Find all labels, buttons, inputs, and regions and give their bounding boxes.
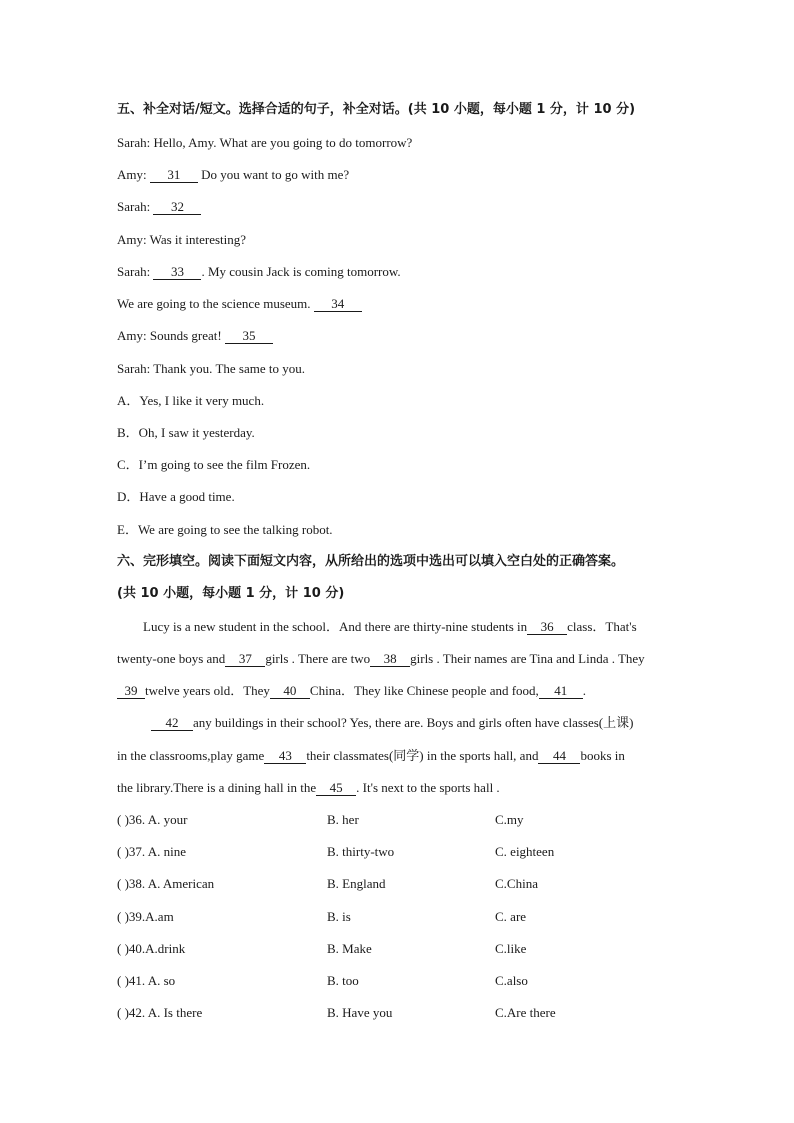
dialog-line [117,167,349,183]
passage-text: class．That's [567,619,637,634]
passage-text: . It's next to the sports hall . [356,780,500,795]
blank-39[interactable]: 39 [117,684,145,699]
question-row [117,941,697,957]
passage-line [117,619,637,635]
question-option-c: C. are [495,909,527,924]
passage-text: in the classrooms,play game [117,748,265,763]
dialog-text: Amy: [117,167,150,182]
question-option-c: C. eighteen [495,844,555,859]
question-row [117,909,697,925]
option-e: E．We are going to see the talking robot. [117,522,333,537]
option-d: D．Have a good time. [117,489,235,504]
section5-heading: 五、补全对话/短文。选择合适的句子，补全对话。(共 10 小题，每小题 1 分，计 10 分) [117,102,636,117]
blank-36[interactable]: 36 [527,620,567,635]
passage-text: twenty-one boys and [117,651,226,666]
dialog-line [117,328,273,344]
passage-text: China．They like Chinese people and food, [309,683,539,698]
option-c: C．I’m going to see the film Frozen. [117,457,311,472]
passage-text: any buildings in their school? Yes, there are. Boys and girls often have classes(上课) [193,715,634,730]
answer-paren[interactable]: ( ) [117,941,129,956]
blank-37[interactable]: 37 [225,652,265,667]
dialog-text: Amy: Sounds great! [117,328,225,343]
question-row [117,876,697,892]
question-option-a: 42. A. Is there [128,1005,203,1020]
dialog-line [117,264,401,280]
passage-line [117,651,645,667]
dialog-text: Sarah: Thank you. The same to you. [117,361,305,376]
passage-text: their classmates(同学) in the sports hall, and [306,748,539,763]
blank-34[interactable]: 34 [314,297,362,312]
question-option-b: B. thirty-two [327,844,395,859]
blank-35[interactable]: 35 [225,329,273,344]
blank-33[interactable]: 33 [153,265,201,280]
passage-text: . [582,683,587,698]
blank-45[interactable]: 45 [316,781,356,796]
blank-43[interactable]: 43 [264,749,306,764]
question-option-b: B. her [327,812,359,827]
dialog-line [117,296,362,312]
question-option-b: B. is [327,909,351,924]
question-row [117,1005,697,1021]
option-a: A．Yes, I like it very much. [117,393,265,408]
blank-31[interactable]: 31 [150,168,198,183]
dialog-line [117,199,201,215]
answer-paren[interactable]: ( ) [117,1005,129,1020]
question-option-a: 37. A. nine [128,844,186,859]
passage-line [117,748,625,764]
dialog-text: Do you want to go with me? [197,167,350,182]
question-row [117,844,697,860]
dialog-text: We are going to the science museum. [117,296,314,311]
blank-41[interactable]: 41 [539,684,583,699]
question-option-c: C.Are there [495,1005,556,1020]
question-row [117,973,697,989]
question-option-b: B. England [327,876,386,891]
dialog-line [117,361,305,377]
passage-line [117,780,500,796]
section6-heading-line1: 六、完形填空。阅读下面短文内容，从所给出的选项中选出可以填入空白处的正确答案。 [117,554,625,569]
question-option-c: C.also [495,973,528,988]
question-option-a: 39.A.am [128,909,174,924]
passage-text: twelve years old．They [145,683,270,698]
answer-paren[interactable]: ( ) [117,844,129,859]
question-option-a: 40.A.drink [128,941,186,956]
blank-44[interactable]: 44 [538,749,580,764]
dialog-text: . My cousin Jack is coming tomorrow. [201,264,401,279]
passage-text: books in [580,748,625,763]
dialog-text: Sarah: [117,199,154,214]
passage-line [117,715,633,731]
question-option-c: C.my [495,812,524,827]
question-option-b: B. Make [327,941,372,956]
dialog-line [117,232,246,248]
passage-text: Lucy is a new student in the school．And there are thirty-nine students in [143,619,528,634]
blank-38[interactable]: 38 [370,652,410,667]
blank-32[interactable]: 32 [153,200,201,215]
dialog-text: Sarah: Hello, Amy. What are you going to do tomorrow? [117,135,413,150]
question-option-a: 36. A. your [128,812,188,827]
section6-heading-line2: (共 10 小题，每小题 1 分，计 10 分) [117,586,345,601]
question-option-c: C.like [495,941,527,956]
passage-text: girls . Their names are Tina and Linda . They [410,651,645,666]
question-option-b: B. Have you [327,1005,393,1020]
question-option-b: B. too [327,973,359,988]
answer-paren[interactable]: ( ) [117,812,129,827]
option-b: B．Oh, I saw it yesterday. [117,425,255,440]
dialog-text: Amy: Was it interesting? [117,232,247,247]
question-option-c: C.China [495,876,538,891]
blank-40[interactable]: 40 [270,684,310,699]
question-option-a: 41. A. so [128,973,176,988]
passage-line [117,683,586,699]
answer-paren[interactable]: ( ) [117,876,129,891]
answer-paren[interactable]: ( ) [117,973,129,988]
dialog-line [117,135,412,151]
answer-paren[interactable]: ( ) [117,909,129,924]
question-option-a: 38. A. American [128,876,215,891]
dialog-text: Sarah: [117,264,154,279]
passage-text: the library.There is a dining hall in the [117,780,317,795]
question-row [117,812,697,828]
passage-text: girls . There are two [265,651,371,666]
blank-42[interactable]: 42 [151,716,193,731]
